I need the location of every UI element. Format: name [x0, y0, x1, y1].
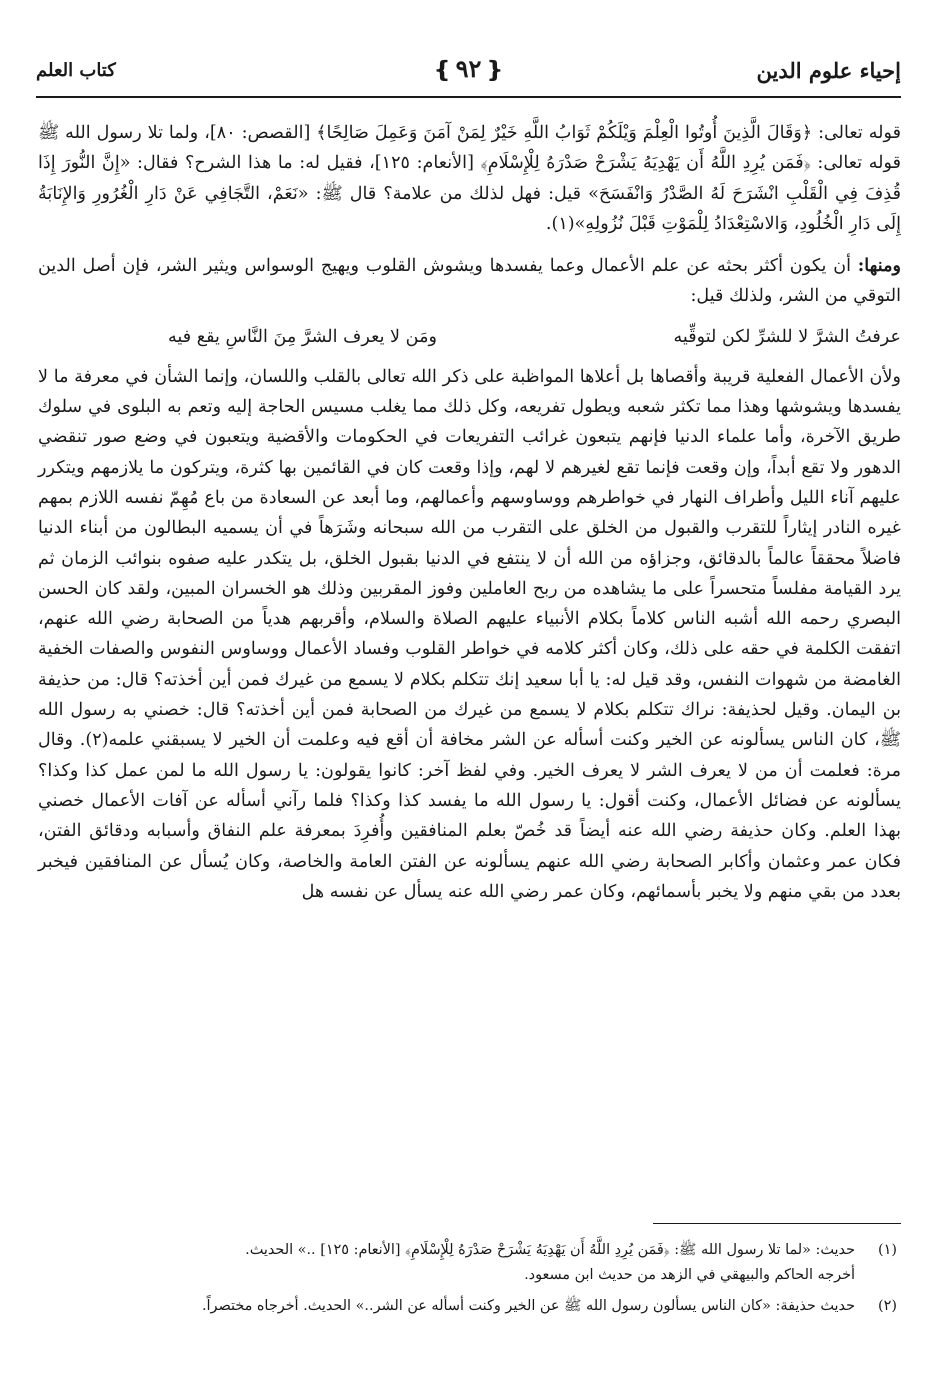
footnote-text: حديث حذيفة: «كان الناس يسألون رسول الله ﷺ عن الخير وكنت أسأله عن الشر..» الحديث. أخرجاه مختصراً.: [201, 1298, 855, 1314]
footnote-text: أخرجه الحاكم والبيهقي في الزهد من حديث ابن مسعود.: [524, 1267, 855, 1283]
book-title: إحياء علوم الدين: [756, 58, 901, 83]
page-header: [36, 46, 901, 98]
footnote: [48, 1294, 901, 1319]
paragraph-2-text: أن يكون أكثر بحثه عن علم الأعمال وعما يفسدها ويشوش القلوب ويهيج الوسواس ويثير الشر، فإن أصل الدين التوقي من الشر، ولذلك قيل:: [38, 256, 901, 307]
footnotes: [48, 1238, 901, 1325]
paragraph-1: قوله تعالى: ﴿وَقَالَ الَّذِينَ أُوتُوا الْعِلْمَ وَيْلَكُمْ ثَوَابُ اللَّهِ خَيْرٌ لِمَنْ آمَنَ وَعَمِلَ صَالِحًا﴾ [القصص: ٨٠]، ولما تلا رسول الله ﷺ قوله تعالى: ﴿فَمَن يُرِدِ اللَّهُ أَن يَهْدِيَهُ يَشْرَحْ صَدْرَهُ لِلْإِسْلَامِ﴾ [الأنعام: ١٢٥]، فقيل له: ما هذا الشرح؟ فقال: «إِنَّ النُّورَ إِذَا قُذِفَ فِي الْقَلْبِ انْشَرَحَ لَهُ الصَّدْرُ وَانْفَسَحَ» قيل: فهل لذلك من علامة؟ قال ﷺ: «نَعَمْ، التَّجَافِي عَنْ دَارِ الْغُرُورِ وَالإِنَابَةُ إِلَى دَارِ الْخُلُودِ، وَالاسْتِعْدَادُ لِلْمَوْتِ قَبْلَ نُزُولِهِ»(١).: [38, 123, 901, 234]
page-number-wrap: [36, 54, 901, 83]
ornament-right-icon: ❴: [485, 57, 504, 83]
paragraph-2: [38, 251, 901, 312]
footnote-number: (٢): [878, 1298, 897, 1314]
main-text: [38, 118, 901, 907]
footnote-text: حديث: «لما تلا رسول الله ﷺ: ﴿فَمَن يُرِدِ اللَّهُ أَن يَهْدِيَهُ يَشْرَحْ صَدْرَهُ لِلْإِسْلَامِ﴾ [الأنعام: ١٢٥] ..» الحديث.: [245, 1242, 855, 1258]
chapter-title: كتاب العلم: [36, 60, 116, 81]
paragraph-2-label: ومنها:: [857, 255, 901, 277]
ornament-left-icon: ❵: [433, 57, 452, 83]
poetry-verse: [38, 322, 901, 352]
footnote: [48, 1238, 901, 1288]
footnote-divider: [653, 1223, 901, 1224]
paragraph-3: ولأن الأعمال الفعلية قريبة وأقصاها بل أعلاها المواظبة على ذكر الله تعالى بالقلب واللسان، وإنما الشأن في معرفة ما لا يفسدها ويشوشها وهذا مما تكثر شعبه ويطول تفريعه، وكل ذلك مما يغلب مسيس الحاجة إليه وتعم به البلوى في سلوك طريق الآخرة، وأما علماء الدنيا فإنهم يتبعون غرائب التفريعات في الحكومات والأقضية ويتعبون في وضع صور تنقضي الدهور ولا تقع أبداً، وإن وقعت فإنما تقع لغيرهم لا لهم، وإذا وقعت كان في القائمين بها كثرة، ويتركون ما يلازمهم ويتكرر عليهم آناء الليل وأطراف النهار في خواطرهم ووساوسهم وأعمالهم، وما أبعد عن السعادة من باع مُهِمّ نفسه اللازم بمهم غيره النادر إيثاراً للتقرب والقبول من الخلق على التقرب من الله سبحانه وشَرَهاً في أن يسميه البطالون من أبناء الدنيا فاضلاً محققاً عالماً بالدقائق، وجزاؤه من الله أن لا ينتفع في الدنيا بقبول الخلق، بل يتكدر عليه صفوه بنوائب الزمان ثم يرد القيامة مفلساً متحسراً على ما يشاهده من ربح العاملين وفوز المقربين وذلك هو الخسران المبين، ولقد كان الحسن البصري رحمه الله أشبه الناس كلاماً بكلام الأنبياء عليهم الصلاة والسلام، وأقربهم هدياً من الصحابة رضي الله عنهم، اتفقت الكلمة في حقه على ذلك، وكان أكثر كلامه في خواطر القلوب وفساد الأعمال ووساوس النفوس والصفات الخفية الغامضة من شهوات النفس، وقد قيل له: يا أبا سعيد إنك تتكلم بكلام لا يسمع من غيرك فمن أين أخذته؟ قال: من حذيفة بن اليمان. وقيل لحذيفة: نراك تتكلم بكلام لا يسمع من غيرك من الصحابة فمن أين أخذته؟ قال: خصني به رسول الله ﷺ، كان الناس يسألونه عن الخير وكنت أسأله عن الشر مخافة أن أقع فيه وعلمت أن الخير لا يسبقني علمه(٢). وقال مرة: فعلمت أن من لا يعرف الشر لا يعرف الخير. وفي لفظ آخر: كانوا يقولون: يا رسول الله ما لمن عمل كذا وكذا؟ يسألونه عن فضائل الأعمال، وكنت أقول: يا رسول الله ما يفسد كذا وكذا؟ فلما رآني أسأله عن آفات الأعمال خصني بهذا العلم. وكان حذيفة رضي الله عنه أيضاً قد خُصّ بعلم المنافقين وأُفرِدَ بمعرفة علم النفاق وأسبابه ودقائق الفتن، فكان عمر وعثمان وأكابر الصحابة رضي الله عنهم يسألونه عن الفتن العامة والخاصة، وكان يُسأل عن المنافقين فيخبر بعدد من بقي منهم ولا يخبر بأسمائهم، وكان عمر رضي الله عنه يسأل عن نفسه هل: [38, 366, 901, 902]
footnote-number: (١): [878, 1242, 897, 1258]
verse-second-hemistich: ومَن لا يعرف الشرَّ مِنَ النَّاسِ يقع فيه: [168, 326, 438, 347]
page-number: ٩٢: [455, 54, 482, 83]
verse-first-hemistich: عرفتُ الشرَّ لا للشرِّ لكن لتوقِّيه: [673, 326, 901, 347]
